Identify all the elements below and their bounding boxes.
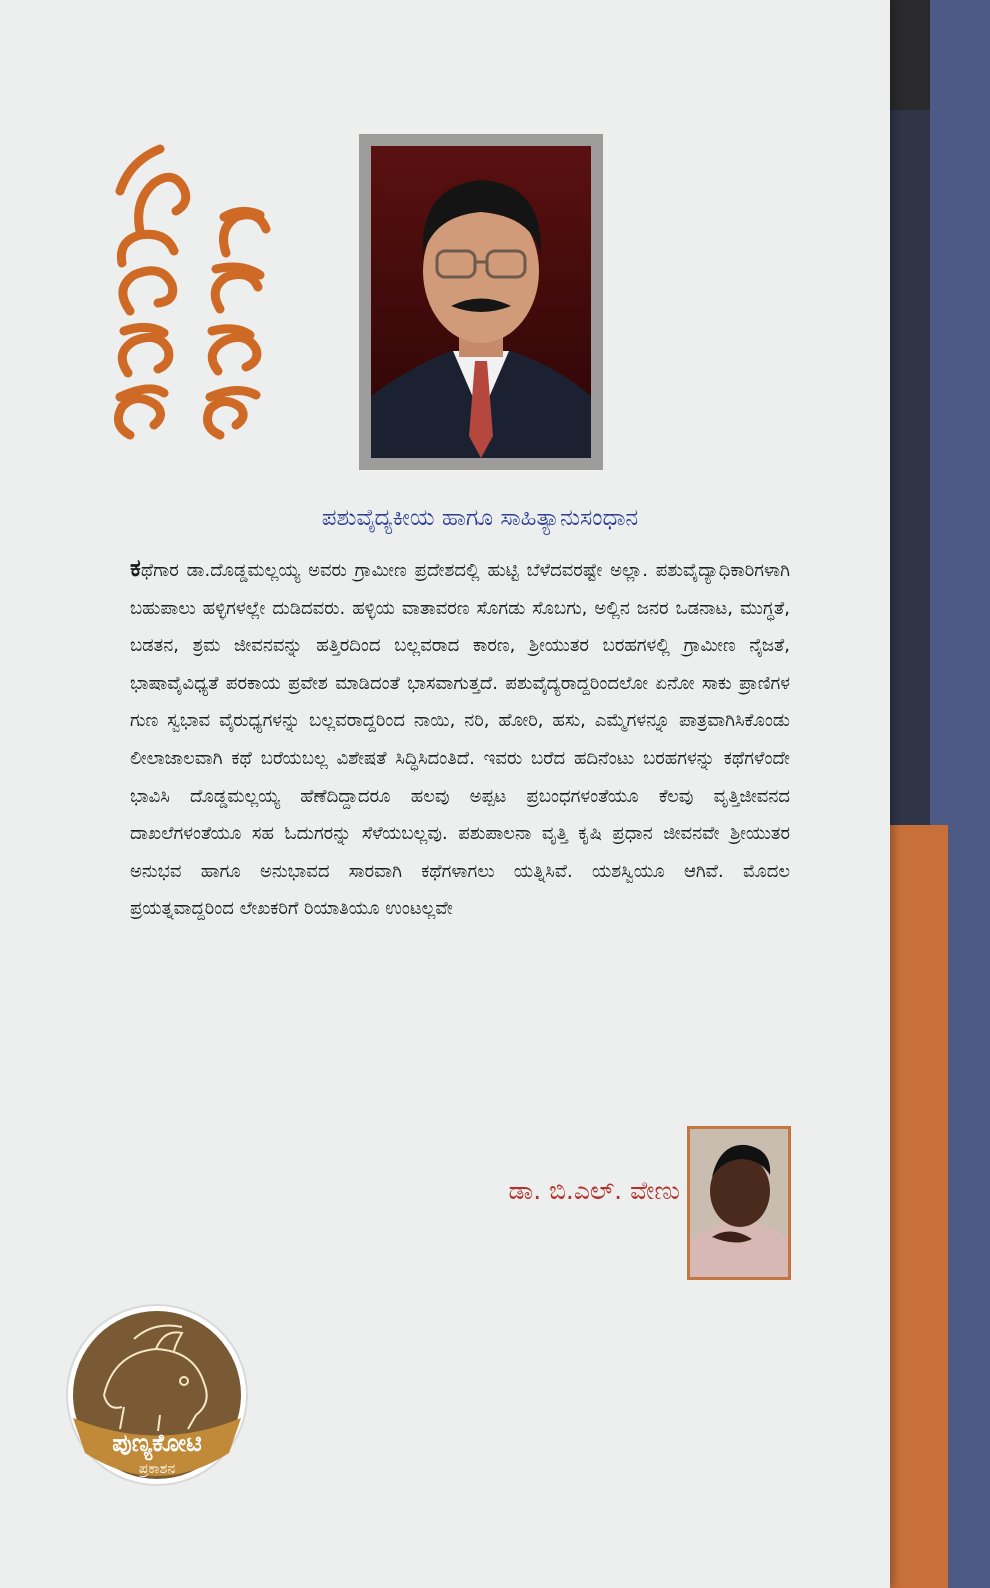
reviewer-portrait xyxy=(690,1129,788,1277)
reviewer-signature: ಡಾ. ಬಿ.ಎಲ್. ವೇಣು xyxy=(508,1176,680,1205)
author-portrait xyxy=(371,146,591,458)
calligraphy-art xyxy=(100,135,290,475)
publisher-sub: ಪ್ರಕಾಶನ xyxy=(138,1461,176,1477)
publisher-name: ಪುಣ್ಯಕೋಟಿ xyxy=(112,1429,202,1457)
author-photo-frame xyxy=(359,134,603,470)
blurb-text xyxy=(130,550,790,928)
publisher-logo xyxy=(64,1303,250,1495)
book-title-calligraphy xyxy=(100,135,290,475)
spine-orange-strip xyxy=(888,825,948,1588)
blurb-body: ಥೆಗಾರ ಡಾ.ದೊಡ್ಡಮಲ್ಲಯ್ಯ ಅವರು ಗ್ರಾಮೀಣ ಪ್ರದೇಶದಲ್ಲಿ ಹುಟ್ಟಿ ಬೆಳೆದವರಷ್ಟೇ ಅಲ್ಲಾ. ಪಶುವೈದ್ಯಾಧಿಕಾರಿಗಳಾಗಿ ಬಹುಪಾಲು ಹಳ್ಳಿಗಳಲ್ಲೇ ದುಡಿದವರು. ಹಳ್ಳಿಯ ವಾತಾವರಣ ಸೊಗಡು ಸೊಬಗು, ಅಲ್ಲಿನ ಜನರ ಒಡನಾಟ, ಮುಗ್ಧತೆ, ಬಡತನ, ಶ್ರಮ ಜೀವನವನ್ನು ಹತ್ತಿರದಿಂದ ಬಲ್ಲವರಾದ ಕಾರಣ, ಶ್ರೀಯುತರ ಬರಹಗಳಲ್ಲಿ ಗ್ರಾಮೀಣ ನೈಜತೆ, ಭಾಷಾವೈವಿಧ್ಯತೆ ಪರಕಾಯ ಪ್ರವೇಶ ಮಾಡಿದಂತೆ ಭಾಸವಾಗುತ್ತದೆ. ಪಶುವೈದ್ಯರಾದ್ದರಿಂದಲೋ ಏನೋ ಸಾಕು ಪ್ರಾಣಿಗಳ ಗುಣ ಸ್ವಭಾವ ವೈರುಧ್ಯಗಳನ್ನು ಬಲ್ಲವರಾದ್ದರಿಂದ ನಾಯಿ, ನರಿ, ಹೋರಿ, ಹಸು, ಎಮ್ಮೆಗಳನ್ನೂ ಪಾತ್ರವಾಗಿಸಿಕೊಂಡು ಲೀಲಾಜಾಲವಾಗಿ ಕಥೆ ಬರೆಯಬಲ್ಲ ವಿಶೇಷತೆ ಸಿದ್ಧಿಸಿದಂತಿದೆ. ಇವರು ಬರೆದ ಹದಿನೆಂಟು ಬರಹಗಳನ್ನು ಕಥೆಗಳೆಂದೇ ಭಾವಿಸಿ ದೊಡ್ಡಮಲ್ಲಯ್ಯ ಹೆಣೆದಿದ್ದಾದರೂ ಹಲವು ಅಪ್ಪಟ ಪ್ರಬಂಧಗಳಂತೆಯೂ ಕೆಲವು ವೃತ್ತಿಜೀವನದ ದಾಖಲೆಗಳಂತೆಯೂ ಸಹ ಓದುಗರನ್ನು ಸೆಳೆಯಬಲ್ಲವು. ಪಶುಪಾಲನಾ ವೃತ್ತಿ ಕೃಷಿ ಪ್ರಧಾನ ಜೀವನವೇ ಶ್ರೀಯುತರ ಅನುಭವ ಹಾಗೂ ಅನುಭಾವದ ಸಾರವಾಗಿ ಕಥೆಗಳಾಗಲು ಯತ್ನಿಸಿವೆ. ಯಶಸ್ವಿಯೂ ಆಗಿವೆ. ಮೊದಲ ಪ್ರಯತ್ನವಾದ್ದರಿಂದ ಲೇಖಕರಿಗೆ ರಿಯಾತಿಯೂ ಉಂಟಲ್ಲವೇ xyxy=(130,560,790,920)
subtitle: ಪಶುವೈದ್ಯಕೀಯ ಹಾಗೂ ಸಾಹಿತ್ಯಾನುಸಂಧಾನ xyxy=(321,505,639,531)
reviewer-photo xyxy=(687,1126,791,1280)
blurb-drop-char: ಕ xyxy=(130,554,141,582)
